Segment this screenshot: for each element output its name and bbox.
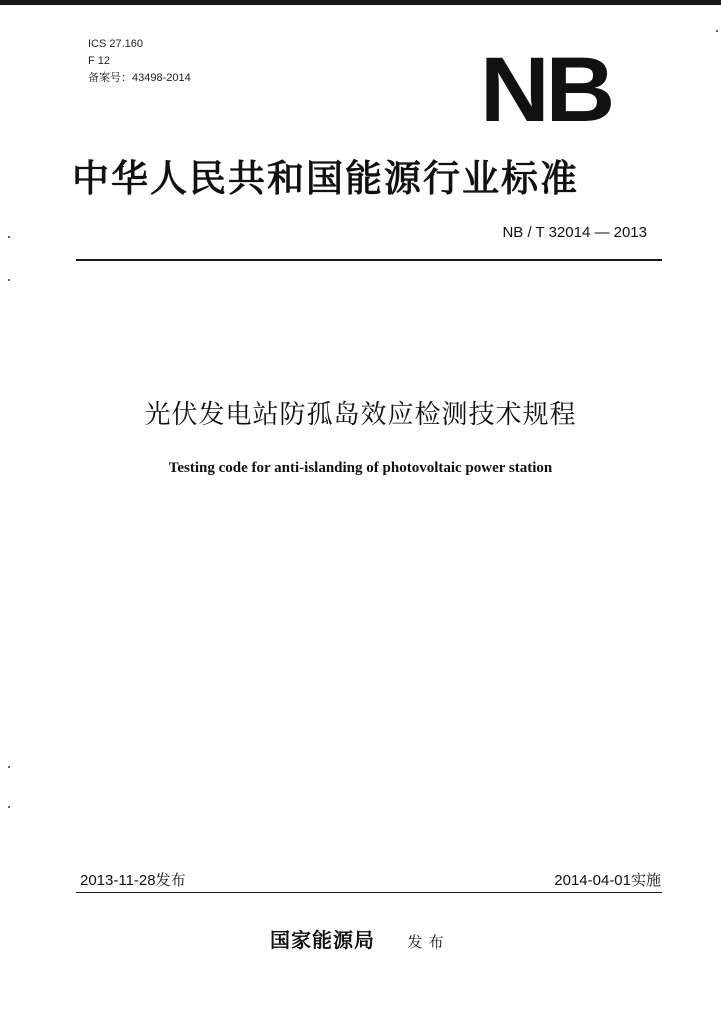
standard-code: NB / T 32014 — 2013 — [502, 224, 647, 241]
publisher-action: 发布 — [407, 933, 450, 951]
classification-block — [88, 36, 191, 87]
ccs-code: F 12 — [88, 55, 111, 67]
scan-speck — [8, 236, 10, 238]
publisher-line — [270, 924, 449, 953]
document-title-zh: 光伏发电站防孤岛效应检测技术规程 — [144, 400, 577, 430]
standard-category-title: 中华人民共和国能源行业标准 — [72, 156, 579, 200]
top-edge-bar — [0, 0, 721, 5]
ics-code: ICS 27.160 — [88, 38, 144, 50]
document-title-en: Testing code for anti-islanding of photovoltaic power station — [168, 460, 553, 476]
scan-speck — [8, 279, 10, 281]
bottom-divider — [76, 892, 662, 893]
scan-speck — [716, 30, 718, 32]
implementation-date: 2014-04-01实施 — [554, 872, 661, 889]
top-divider — [76, 259, 662, 261]
scan-speck — [8, 766, 10, 768]
filing-number: 备案号：43498-2014 — [88, 72, 191, 84]
issue-date: 2013-11-28发布 — [80, 872, 186, 889]
publisher-name: 国家能源局 — [270, 928, 375, 952]
nb-logo: NB — [480, 39, 612, 141]
scan-speck — [8, 806, 10, 808]
